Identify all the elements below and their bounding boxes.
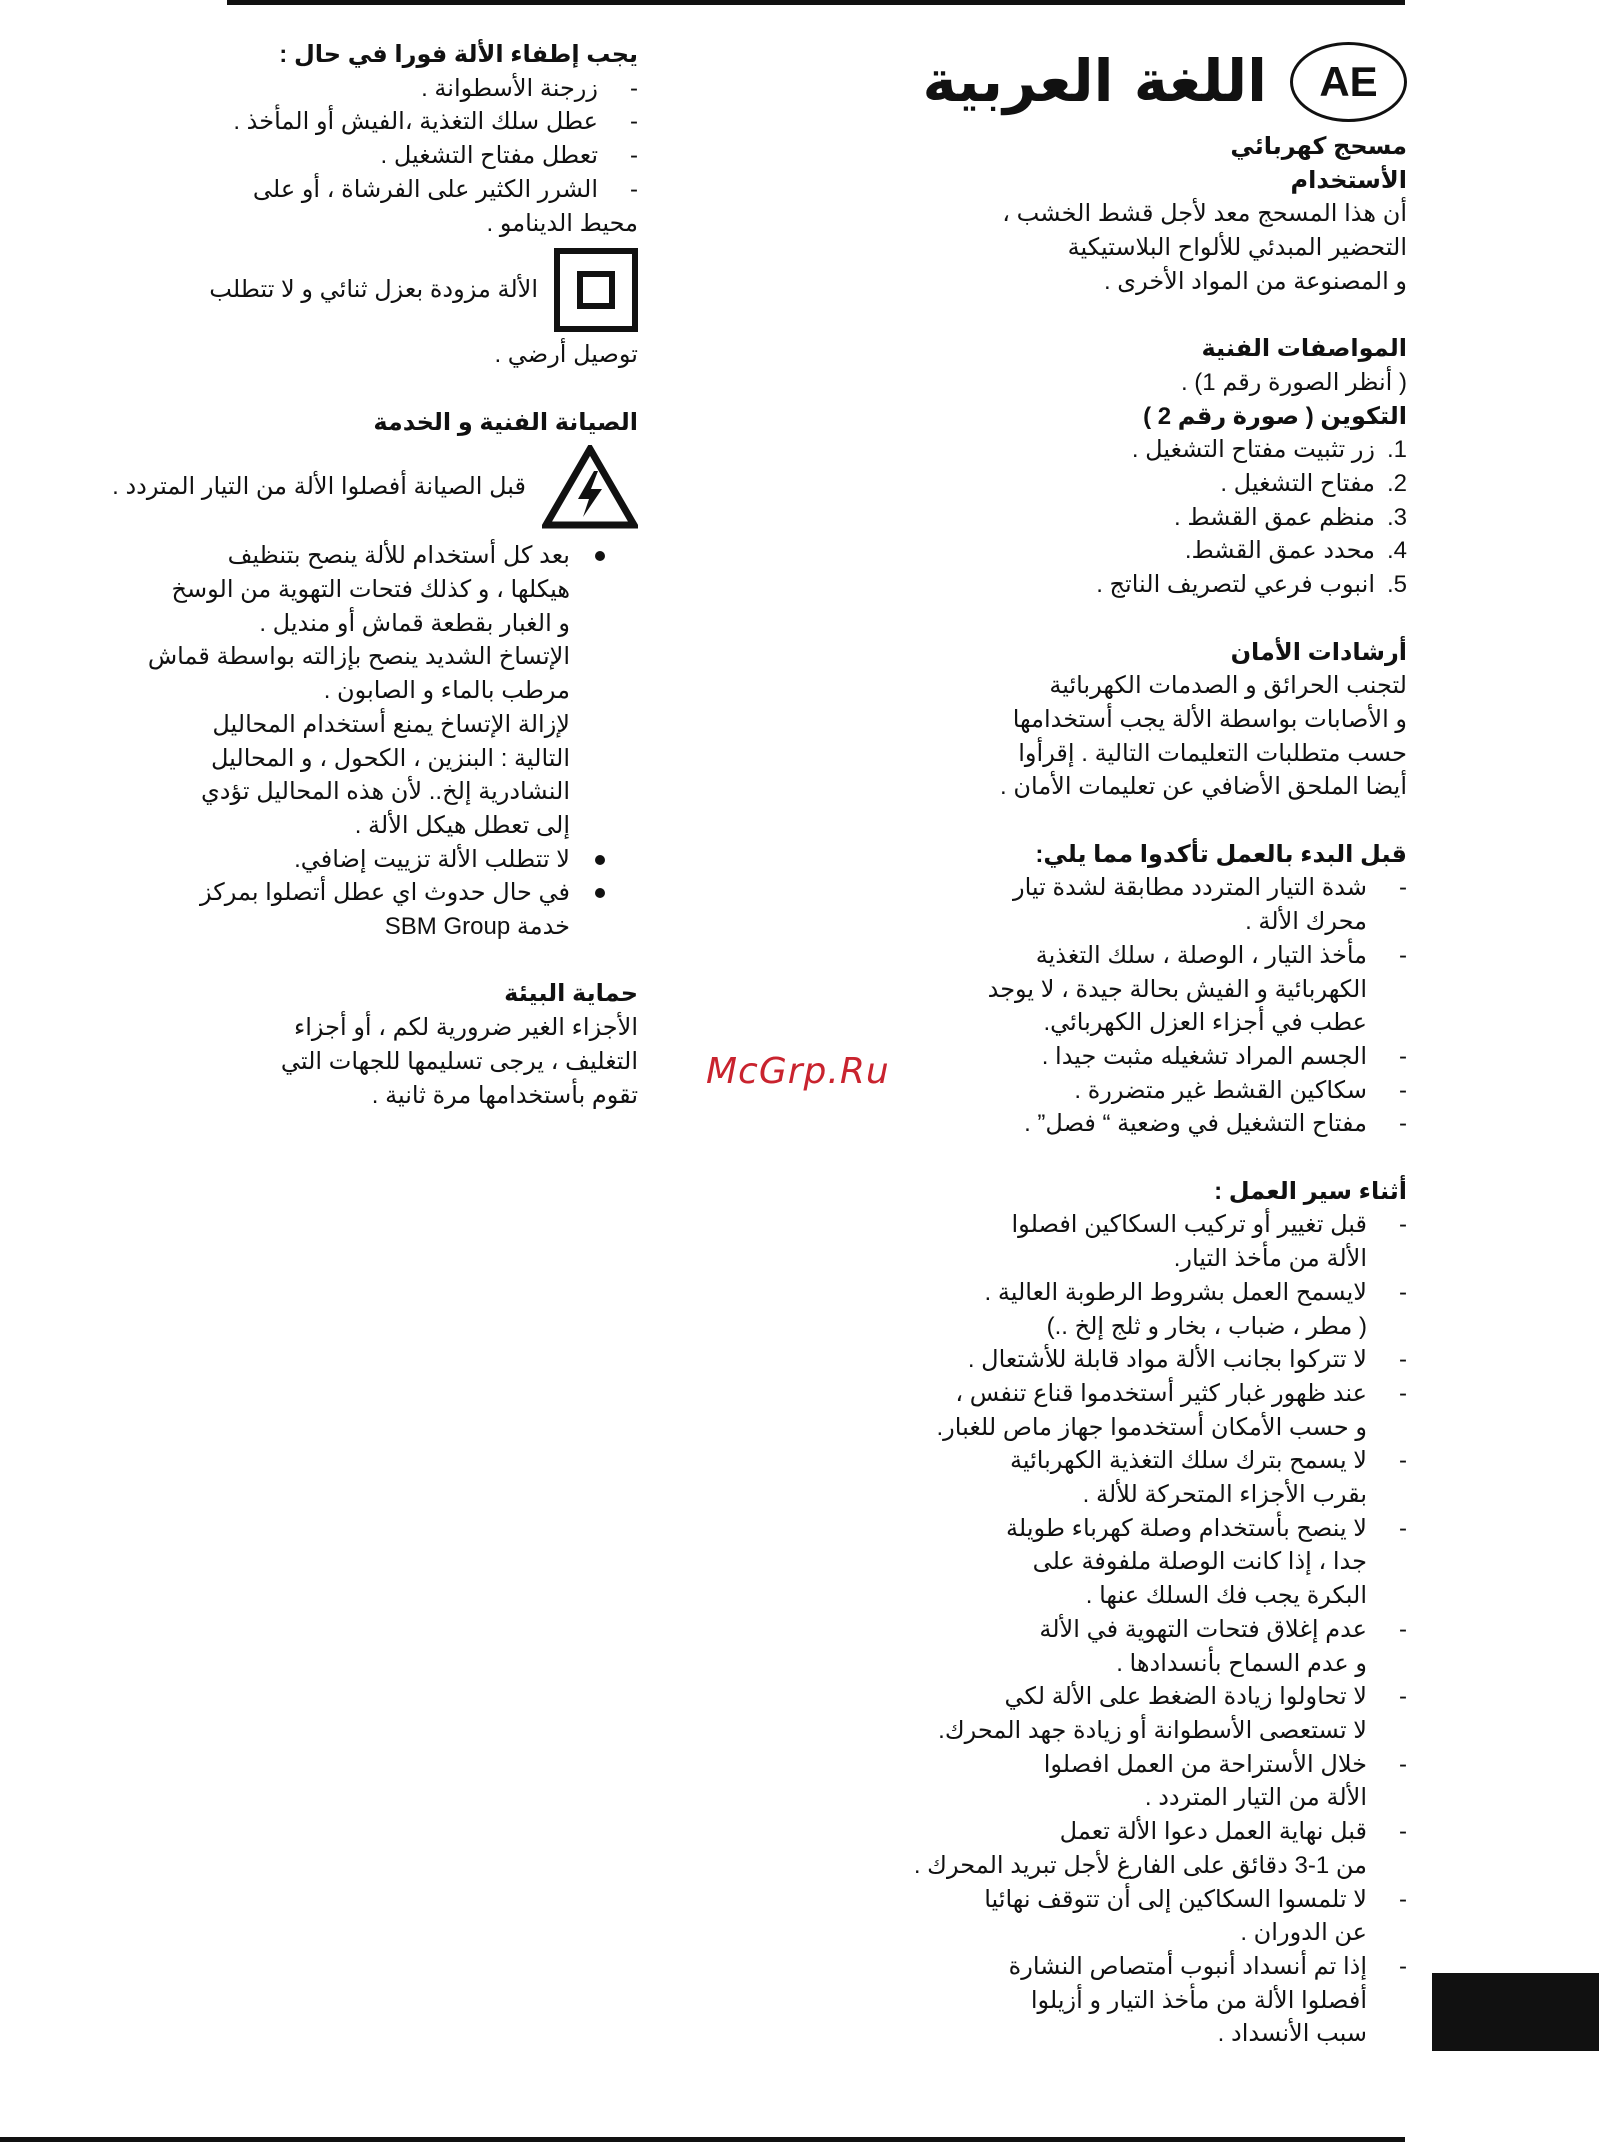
list-item: - لايسمح العمل بشروط الرطوبة العالية . ( مطر ، ضباب ، بخار و ثلج إلخ ..) — [767, 1276, 1407, 1343]
list-item: - مأخذ التيار ، الوصلة ، سلك التغذية الكهربائية و الفيش بحالة جيدة ، لا يوجد عطب في أجزاء العزل الكهربائي. — [767, 939, 1407, 1040]
specs-heading: المواصفات الفنية — [1201, 335, 1407, 363]
double-insulation-text: الألة مزودة بعزل ثنائي و لا تتطلب — [209, 276, 538, 304]
usage-heading: الأستخدام — [1290, 166, 1407, 194]
list-item: - قبل نهاية العمل دعوا الألة تعمل من 1-3 دقائق على الفارغ لأجل تبريد المحرك . — [767, 1815, 1407, 1882]
list-item: - لا تتركوا بجانب الألة مواد قابلة للأشتعال . — [767, 1343, 1407, 1377]
safety-line: و الأصابات بواسطة الألة يجب أستخدامها — [1012, 705, 1407, 733]
list-item: - خلال الأستراحة من العمل افصلوا الألة من التيار المتردد . — [767, 1748, 1407, 1815]
list-item: 4. محدد عمق القشط. — [1184, 537, 1407, 565]
list-item: - سكاكين القشط غير متضررة . — [767, 1074, 1407, 1108]
list-item: - لا تلمسوا السكاكين إلى أن تتوقف نهائيا عن الدوران . — [767, 1883, 1407, 1950]
during-work-heading: أثناء سير العمل : — [1214, 1177, 1407, 1205]
list-item: لا تتطلب الألة تزييت إضافي. — [18, 843, 610, 877]
list-item: 3. منظم عمق القشط . — [1174, 503, 1407, 531]
list-item: - الشرر الكثير على الفرشاة ، أو على — [18, 173, 638, 207]
environment-line: التغليف ، يرجى تسليمها للجهات التي — [280, 1047, 638, 1075]
shutdown-continuation: محيط الدينامو . — [486, 209, 638, 237]
list-item: - لا ينصح بأستخدام وصلة كهرباء طويلة جدا ، إذا كانت الوصلة ملفوفة على البكرة يجب فك السلك عنها . — [767, 1512, 1407, 1613]
before-work-list — [767, 871, 1407, 1141]
list-item: في حال حدوث اي عطل أتصلوا بمركز خدمة SBM Group — [18, 876, 610, 943]
safety-line: أيضا الملحق الأضافي عن تعليمات الأمان . — [1000, 773, 1407, 801]
environment-line: تقوم بأستخدامها مرة ثانية . — [371, 1081, 638, 1109]
list-item: 2. مفتاح التشغيل . — [1220, 470, 1407, 498]
list-item: - شدة التيار المتردد مطابقة لشدة تيار محرك الألة . — [767, 871, 1407, 938]
safety-heading: أرشادات الأمان — [1230, 638, 1407, 666]
bottom-rule — [0, 2137, 1405, 2142]
list-item: - زرجنة الأسطوانة . — [18, 72, 638, 106]
before-work-heading: قبل البدء بالعمل تأكدوا مما يلي: — [1035, 840, 1407, 868]
list-item: - عطل سلك التغذية ،الفيش أو المأخذ . — [18, 105, 638, 139]
language-badge: AE — [1290, 42, 1407, 122]
maintenance-list — [18, 539, 610, 943]
composition-heading: التكوين ( صورة رقم 2 ) — [1143, 402, 1407, 430]
maintenance-warning-text: قبل الصيانة أفصلوا الألة من التيار المتردد . — [112, 473, 526, 501]
language-title: اللغة العربية — [922, 47, 1267, 115]
during-work-list — [767, 1208, 1407, 2051]
safety-line: لتجنب الحرائق و الصدمات الكهربائية — [1049, 672, 1407, 700]
shutdown-heading: يجب إطفاء الألة فورا في حال : — [279, 41, 638, 68]
environment-line: الأجزاء الغير ضرورية لكم ، أو أجزاء — [293, 1014, 638, 1042]
list-item: - قبل تغيير أو تركيب السكاكين افصلوا الألة من مأخذ التيار. — [767, 1208, 1407, 1275]
list-item: - تعطل مفتاح التشغيل . — [18, 139, 638, 173]
composition-list — [767, 433, 1407, 602]
list-item: - إذا تم أنسداد أنبوب أمتصاص النشارة أفصلوا الألة من مأخذ التيار و أزيلوا سبب الأنسداد . — [767, 1950, 1407, 2051]
usage-line: التحضير المبدئي للألواح البلاستيكية — [1067, 234, 1407, 262]
double-insulation-text-2: توصيل أرضي . — [494, 341, 638, 369]
usage-line: أن هذا المسحج معد لأجل قشط الخشب ، — [1002, 200, 1407, 228]
maintenance-heading: الصيانة الفنية و الخدمة — [373, 408, 638, 436]
electric-warning-icon — [542, 445, 638, 529]
list-item: - مفتاح التشغيل في وضعية “ فصل” . — [767, 1107, 1407, 1141]
left-column — [18, 38, 638, 1112]
watermark: McGrp.Ru — [706, 1051, 890, 1092]
list-item: بعد كل أستخدام للألة ينصح بتنظيف هيكلها ، و كذلك فتحات التهوية من الوسخ و الغبار بقطعة قماش أو منديل . الإتساخ الشديد ينصح بإزالته بواسطة قماش مرطب بالماء و الصابون . لإزالة الإتساخ يمنع أستخدام المحاليل التالية : البنزين ، الكحول ، و المحاليل النشادرية إلخ.. لأن هذه المحاليل تؤدي إلى تعطل هيكل الألة . — [18, 539, 610, 842]
list-item: 1. زر تثبيت مفتاح التشغيل . — [1131, 436, 1407, 464]
double-insulation-row — [18, 248, 638, 332]
environment-heading: حماية البيئة — [504, 980, 638, 1008]
maintenance-warning-row — [18, 445, 638, 529]
usage-line: و المصنوعة من المواد الأخرى . — [1103, 267, 1407, 295]
list-item: - الجسم المراد تشغيله مثبت جيدا . — [767, 1040, 1407, 1074]
list-item: - لا يسمح بترك سلك التغذية الكهربائية بقرب الأجزاء المتحركة للألة . — [767, 1444, 1407, 1511]
list-item: - عند ظهور غبار كثير أستخدموا قناع تنفس ، و حسب الأمكان أستخدموا جهاز ماص للغبار. — [767, 1377, 1407, 1444]
list-item: - عدم إغلاق فتحات التهوية في الألة و عدم السماح بأنسدادها . — [767, 1613, 1407, 1680]
product-title: مسحج كهربائي — [1230, 133, 1407, 160]
page-header — [767, 42, 1407, 132]
shutdown-list — [18, 72, 638, 207]
list-item: 5. انبوب فرعي لتصريف الناتج . — [1096, 571, 1407, 599]
safety-line: حسب متطلبات التعليمات التالية . إقرأوا — [1018, 739, 1407, 767]
top-rule — [227, 0, 1405, 5]
side-tab — [1432, 1973, 1599, 2051]
double-insulation-icon — [554, 248, 638, 332]
list-item: - لا تحاولوا زيادة الضغط على الألة لكي لا تستعصى الأسطوانة أو زيادة جهد المحرك. — [767, 1680, 1407, 1747]
specs-line: ( أنظر الصورة رقم 1) . — [1180, 368, 1407, 396]
